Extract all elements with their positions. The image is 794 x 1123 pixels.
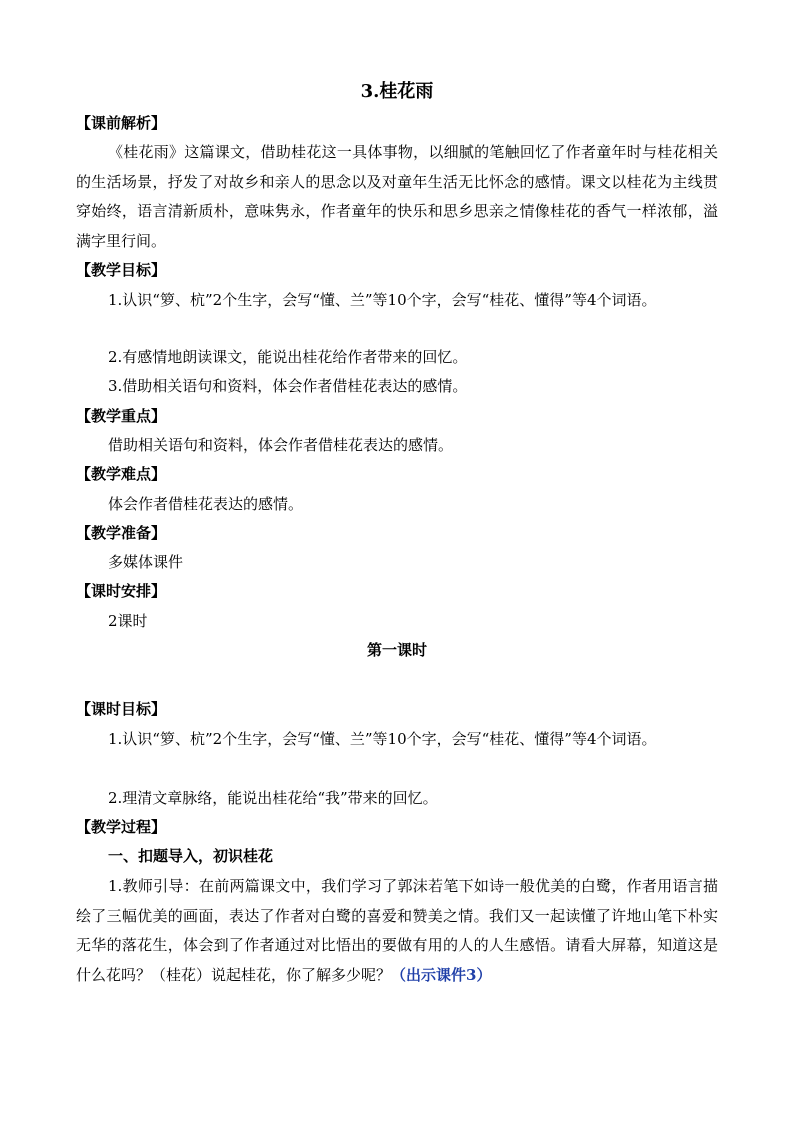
- difficulties-text: 体会作者借桂花表达的感情。: [108, 495, 304, 513]
- difficulties-heading: 【教学难点】: [76, 465, 167, 483]
- goal-item-2: 2.有感情地朗读课文，能说出桂花给作者带来的回忆。: [108, 348, 468, 366]
- step-paragraph: [76, 872, 718, 990]
- courseware-link[interactable]: （出示课件3）: [391, 965, 492, 984]
- pre-analysis-text: 《桂花雨》这篇课文，借助桂花这一具体事物，以细腻的笔触回忆了作者童年时与桂花相关的生活场景，抒发了对故乡和亲人的思念以及对童年生活无比怀念的感情。课文以桂花为主线贯穿始终，语言清新质朴，意味隽永，作者童年的快乐和思乡思亲之情像桂花的香气一样浓郁，溢满字里行间。: [76, 143, 718, 250]
- process-heading: 【教学过程】: [76, 818, 167, 836]
- goal-item-3: 3.借助相关语句和资料，体会作者借桂花表达的感情。: [108, 377, 468, 395]
- key-points-heading: 【教学重点】: [76, 407, 167, 425]
- lesson-goals-heading: 【课时目标】: [76, 700, 167, 718]
- schedule-text: 2课时: [108, 612, 148, 630]
- page-title: 3.桂花雨: [360, 81, 434, 102]
- pre-analysis-heading: 【课前解析】: [76, 114, 167, 132]
- schedule-heading: 【课时安排】: [76, 582, 167, 600]
- lesson-goal-2: 2.理清文章脉络，能说出桂花给“我”带来的回忆。: [108, 789, 438, 807]
- step-title: 一、扣题导入，初识桂花: [108, 847, 274, 865]
- preparation-text: 多媒体课件: [108, 553, 184, 571]
- goals-heading: 【教学目标】: [76, 261, 167, 279]
- step-text: 1.教师引导：在前两篇课文中，我们学习了郭沫若笔下如诗一般优美的白鹭，作者用语言描绘了三幅优美的画面，表达了作者对白鹭的喜爱和赞美之情。我们又一起读懂了许地山笔下朴实无华的落花生，体会到了作者通过对比悟出的要做有用的人的人生感悟。请看大屏幕，知道这是什么花吗？（桂花）说起桂花，你了解多少呢？: [76, 877, 718, 984]
- lesson-goal-1: 1.认识“箩、杭”2个生字，会写“懂、兰”等10个字，会写“桂花、懂得”等4个词语。: [108, 730, 657, 748]
- lesson-title: 第一课时: [366, 641, 427, 659]
- goal-item-1: 1.认识“箩、杭”2个生字，会写“懂、兰”等10个字，会写“桂花、懂得”等4个词语。: [108, 291, 657, 309]
- key-points-text: 借助相关语句和资料，体会作者借桂花表达的感情。: [108, 436, 454, 454]
- preparation-heading: 【教学准备】: [76, 524, 167, 542]
